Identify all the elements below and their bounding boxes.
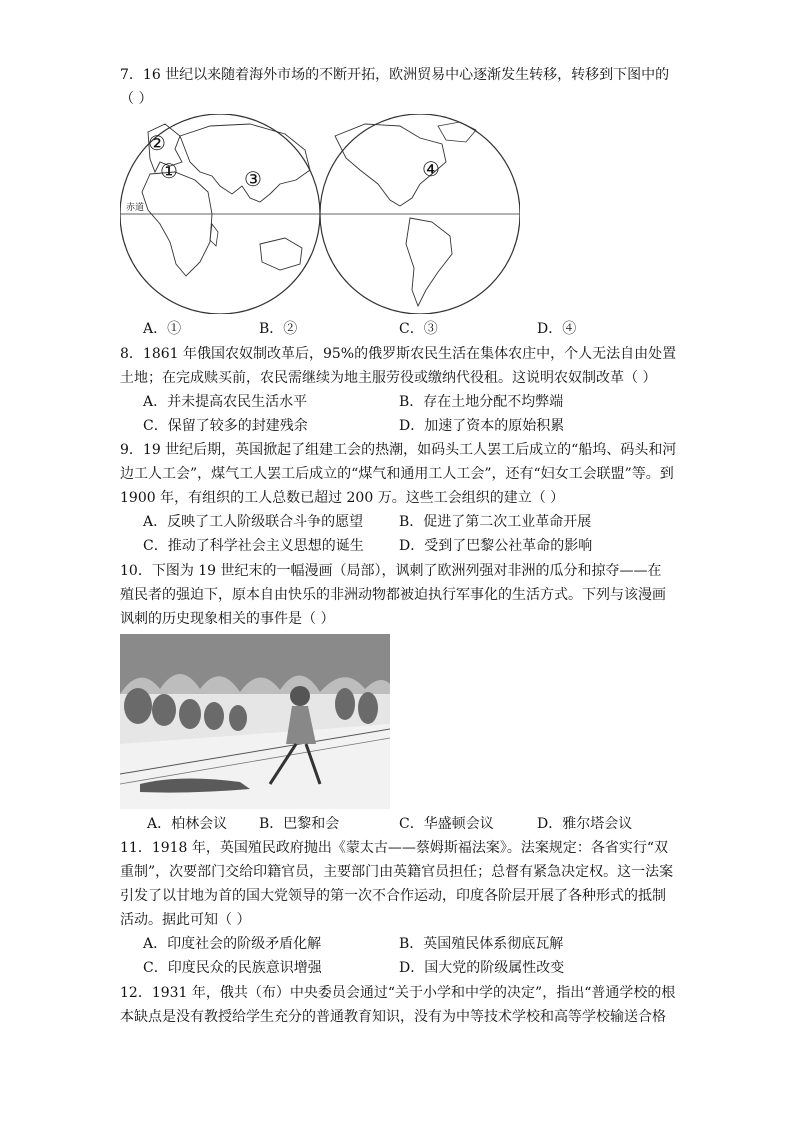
cartoon-illustration [120, 634, 390, 809]
q12-stem-line1: 12．1931 年，俄共（布）中央委员会通过“关于小学和中学的决定”，指出“普通学校的根 [120, 985, 676, 1001]
q12-stem-line2: 本缺点是没有教授给学生充分的普通教育知识，没有为中等技术学校和高等学校输送合格 [120, 1009, 666, 1025]
q8-option-c[interactable]: C．保留了较多的封建残余 [143, 418, 308, 434]
q10-stem-line1: 10．下图为 19 世纪末的一幅漫画（局部），讽刺了欧洲列强对非洲的瓜分和掠夺——在 [120, 563, 662, 579]
q7-stem-line1: 7．16 世纪以来随着海外市场的不断开拓，欧洲贸易中心逐渐发生转移，转移到下图中的 [120, 67, 670, 83]
q10-option-b[interactable]: B．巴黎和会 [259, 816, 340, 832]
q11-option-a[interactable]: A．印度社会的阶级矛盾化解 [143, 936, 322, 952]
q7-option-d[interactable]: D．④ [537, 321, 577, 337]
q10-stem-line2: 殖民者的强迫下，原本自由快乐的非洲动物都被迫执行军事化的生活方式。下列与该漫画 [120, 587, 666, 603]
q11-option-b[interactable]: B．英国殖民体系彻底瓦解 [399, 936, 564, 952]
q10-stem-line3: 讽刺的历史现象相关的事件是（ ） [120, 611, 335, 627]
q11-option-d[interactable]: D．国大党的阶级属性改变 [399, 960, 565, 976]
q8-option-d[interactable]: D．加速了资本的原始积累 [399, 418, 565, 434]
q9-stem-line2: 边工人工会”，煤气工人罢工后成立的“煤气和通用工人工会”，还有“妇女工会联盟”等。到 [120, 466, 674, 482]
q11-stem-line2: 重制”，次要部门交给印籍官员，主要部门由英籍官员担任；总督有紧急决定权。这一法案 [120, 864, 674, 880]
q9-stem-line1: 9．19 世纪后期，英国掀起了组建工会的热潮，如码头工人罢工后成立的“船坞、码头和河 [120, 442, 677, 458]
q11-stem-line4: 活动。据此可知（ ） [120, 912, 251, 928]
world-map-figure [120, 114, 520, 314]
q10-option-a[interactable]: A．柏林会议 [147, 816, 228, 832]
q7-option-b[interactable]: B．② [259, 321, 298, 337]
q7-option-a[interactable]: A．① [143, 321, 182, 337]
q9-option-a[interactable]: A．反映了工人阶级联合斗争的愿望 [143, 514, 364, 530]
q9-option-c[interactable]: C．推动了科学社会主义思想的诞生 [143, 538, 364, 554]
satirical-cartoon-image [120, 634, 390, 809]
q11-stem-line3: 引发了以甘地为首的国大党领导的第一次不合作运动，印度各阶层开展了各种形式的抵制 [120, 888, 666, 904]
q8-option-b[interactable]: B．存在土地分配不均弊端 [399, 394, 564, 410]
marker-2: ② [148, 131, 166, 155]
marker-1: ① [160, 159, 178, 183]
q9-option-b[interactable]: B．促进了第二次工业革命开展 [399, 514, 592, 530]
marker-4: ④ [422, 157, 440, 181]
q9-stem-line3: 1900 年，有组织的工人总数已超过 200 万。这些工会组织的建立（ ） [120, 490, 565, 506]
q10-option-d[interactable]: D．雅尔塔会议 [537, 816, 633, 832]
q11-option-c[interactable]: C．印度民众的民族意识增强 [143, 960, 322, 976]
q11-stem-line1: 11．1918 年，英国殖民政府抛出《蒙太古——蔡姆斯福法案》。法案规定：各省实行“双 [120, 840, 669, 856]
q8-stem-line1: 8．1861 年俄国农奴制改革后，95%的俄罗斯农民生活在集体农庄中，个人无法自由处置 [120, 346, 677, 362]
q7-stem-line2: （ ） [120, 91, 153, 107]
marker-3: ③ [244, 167, 262, 191]
q7-option-c[interactable]: C．③ [399, 321, 438, 337]
world-map-svg [120, 114, 520, 314]
q10-option-c[interactable]: C．华盛顿会议 [399, 816, 494, 832]
equator-label: 赤道 [126, 202, 145, 212]
q8-option-a[interactable]: A．并未提高农民生活水平 [143, 394, 308, 410]
q8-stem-line2: 土地；在完成赎买前，农民需继续为地主服劳役或缴纳代役租。这说明农奴制改革（ ） [120, 370, 657, 386]
q9-option-d[interactable]: D．受到了巴黎公社革命的影响 [399, 538, 593, 554]
